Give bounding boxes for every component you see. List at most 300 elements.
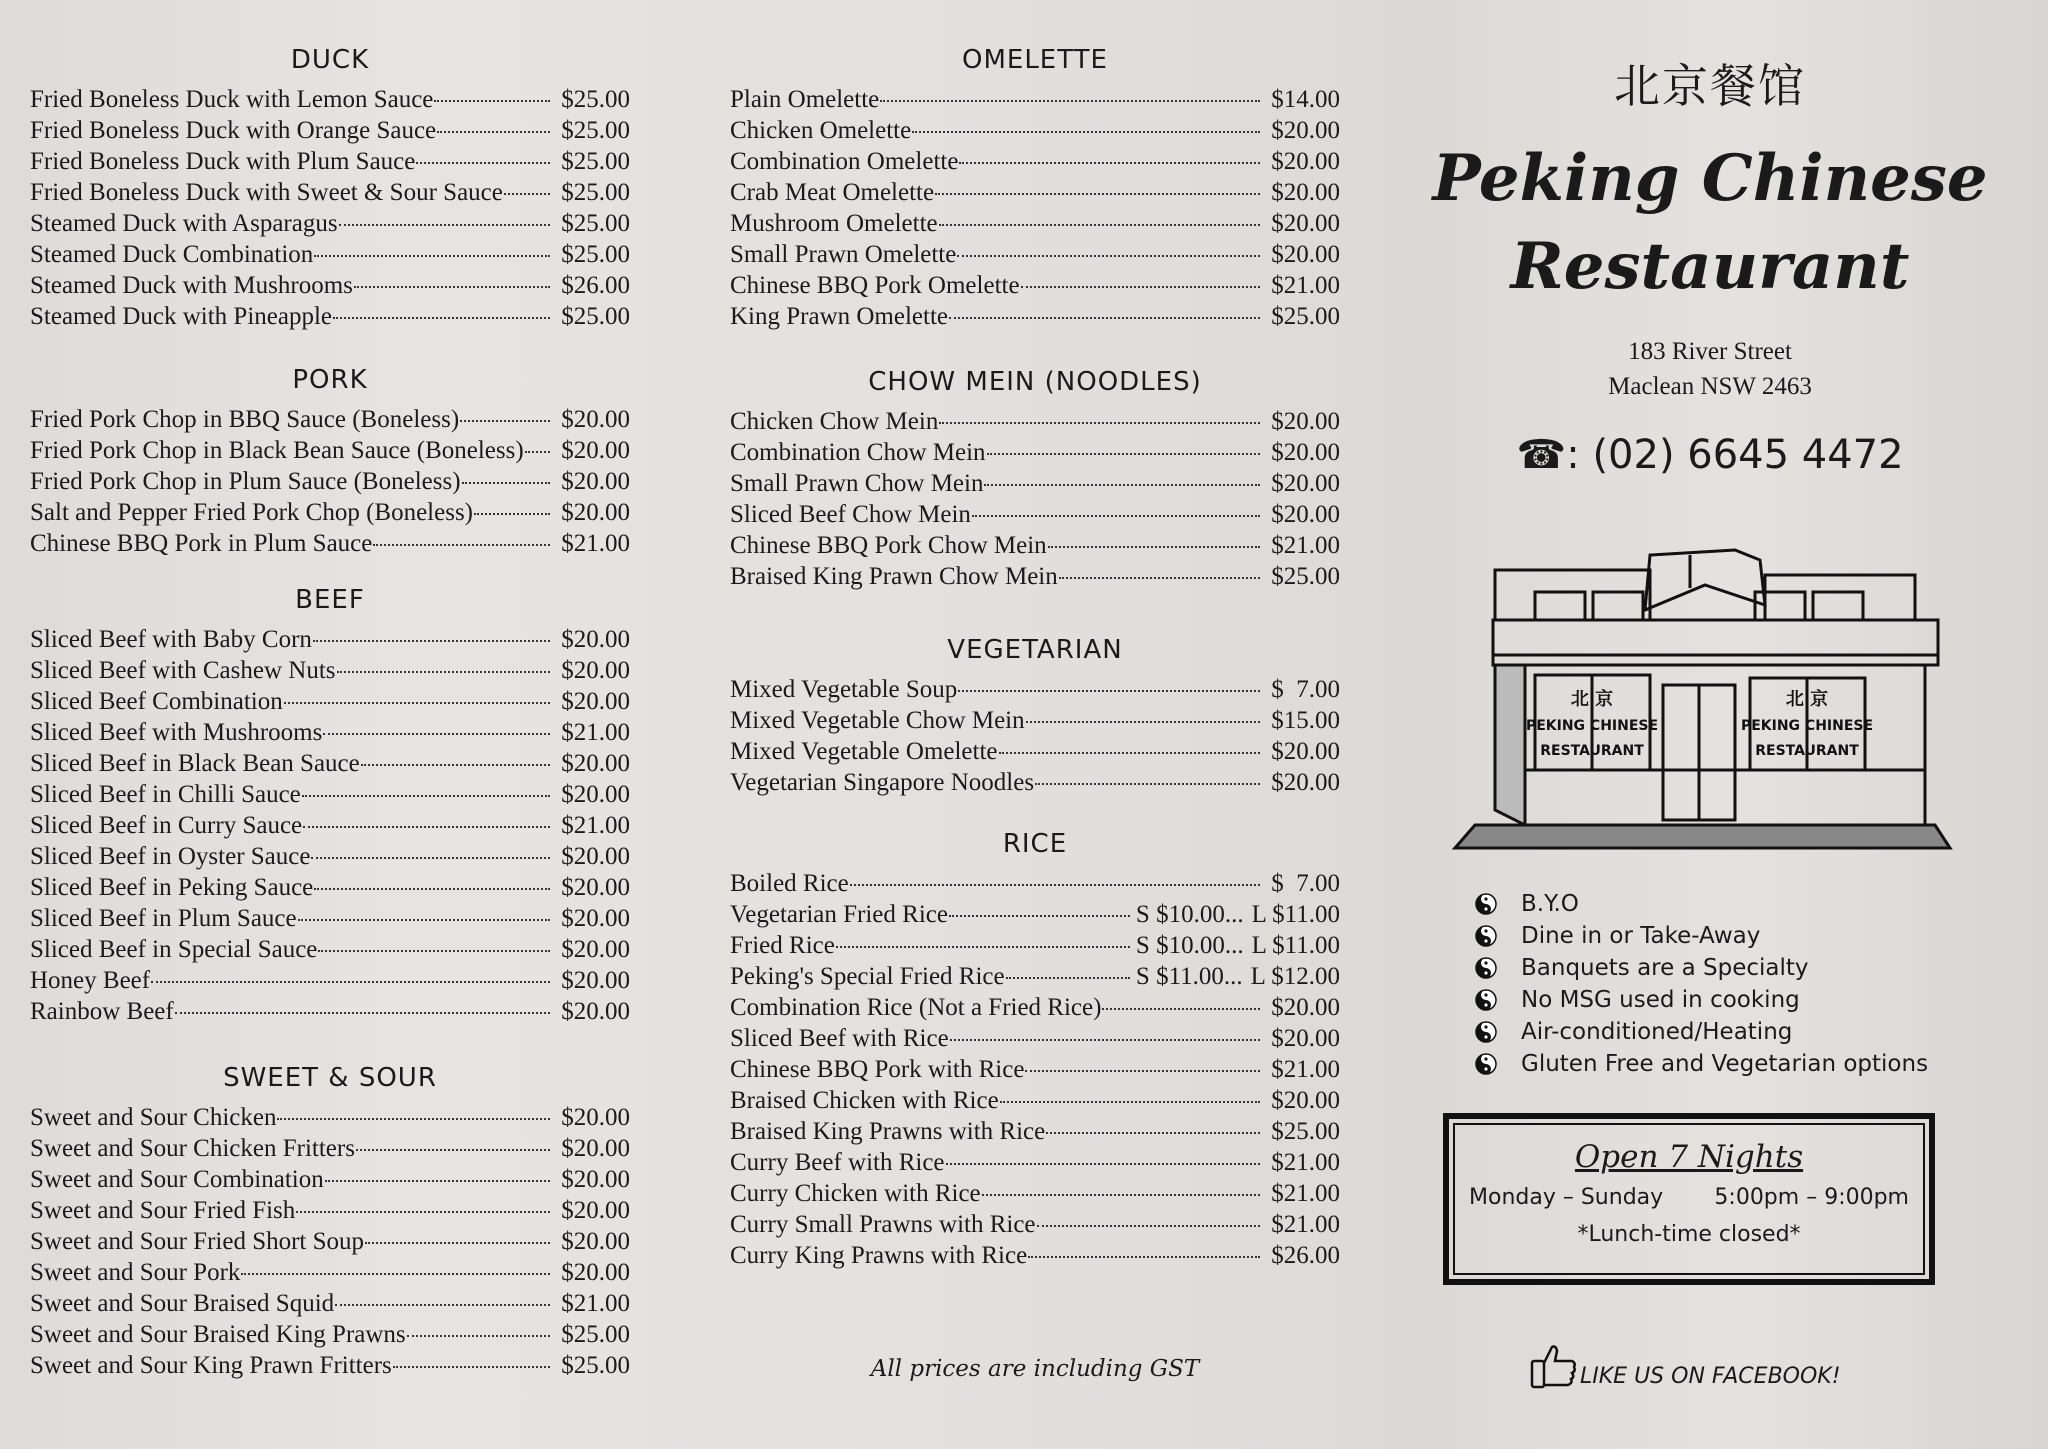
- dot-leader: [999, 752, 1260, 754]
- dot-leader: [333, 317, 550, 319]
- dot-leader: [313, 640, 550, 642]
- item-name: Chinese BBQ Pork with Rice: [730, 1056, 1025, 1083]
- section-duck: [30, 42, 630, 332]
- menu-item: [30, 1257, 630, 1288]
- dot-leader: [298, 919, 550, 921]
- item-name: Combination Omelette: [730, 148, 959, 175]
- item-name: Chinese BBQ Pork Chow Mein: [730, 532, 1047, 559]
- item-price: $20.00: [561, 998, 630, 1025]
- menu-item: [730, 530, 1340, 561]
- item-price: $20.00: [1271, 117, 1340, 144]
- dot-leader: [303, 826, 550, 828]
- item-name: King Prawn Omelette: [730, 303, 949, 330]
- menu-item: [730, 899, 1340, 930]
- dot-leader: [1028, 1256, 1260, 1258]
- item-price: $20.00: [1271, 1087, 1340, 1114]
- yin-yang-icon: [1475, 989, 1497, 1011]
- feature-item: [1475, 952, 1928, 984]
- facebook-link[interactable]: [1530, 1343, 1841, 1389]
- dot-leader: [365, 1242, 550, 1244]
- dot-leader: [284, 702, 550, 704]
- item-name: Fried Rice: [730, 932, 835, 959]
- menu-item: [730, 1209, 1340, 1240]
- item-name: Braised Chicken with Rice: [730, 1087, 999, 1114]
- dot-leader: [1035, 783, 1260, 785]
- item-small-price: S $10.00...: [1135, 932, 1244, 959]
- menu-item: [30, 301, 630, 332]
- item-name: Sliced Beef Combination: [30, 688, 283, 715]
- item-name: Sliced Beef with Rice: [730, 1025, 949, 1052]
- item-price: $21.00: [1271, 272, 1340, 299]
- item-price: $20.00: [1271, 210, 1340, 237]
- dot-leader: [314, 888, 550, 890]
- address-line-2: Maclean NSW 2463: [1608, 373, 1812, 400]
- menu-item: [30, 655, 630, 686]
- menu-item: [730, 499, 1340, 530]
- dot-leader: [950, 1039, 1260, 1041]
- dot-leader: [393, 1366, 550, 1368]
- item-price: $20.00: [1271, 408, 1340, 435]
- menu-item: [30, 686, 630, 717]
- yin-yang-icon: [1475, 893, 1497, 915]
- dot-leader: [335, 1304, 550, 1306]
- item-name: Fried Boneless Duck with Plum Sauce: [30, 148, 416, 175]
- item-name: Sliced Beef Chow Mein: [730, 501, 971, 528]
- menu-item: [730, 301, 1340, 332]
- item-price: $25.00: [1271, 1118, 1340, 1145]
- yin-yang-icon: [1475, 957, 1497, 979]
- item-price: $20.00: [561, 905, 630, 932]
- dot-leader: [1021, 286, 1260, 288]
- hours-times: 5:00pm – 9:00pm: [1714, 1185, 1909, 1210]
- item-price: $20.00: [561, 688, 630, 715]
- item-price: $25.00: [1271, 303, 1340, 330]
- feature-label: Gluten Free and Vegetarian options: [1521, 1051, 1929, 1077]
- item-name: Small Prawn Chow Mein: [730, 470, 984, 497]
- section-title: CHOW MEIN (NOODLES): [868, 367, 1202, 397]
- feature-item: [1475, 1016, 1928, 1048]
- item-small-price: S $10.00...: [1135, 901, 1244, 928]
- menu-item: [30, 779, 630, 810]
- yin-yang-icon: [1475, 1021, 1497, 1043]
- item-price: $20.00: [561, 437, 630, 464]
- menu-item: [730, 1147, 1340, 1178]
- item-price: $25.00: [561, 1352, 630, 1379]
- dot-leader: [437, 131, 550, 133]
- item-price: $20.00: [561, 1259, 630, 1286]
- item-price: $25.00: [561, 117, 630, 144]
- feature-label: B.Y.O: [1521, 891, 1579, 917]
- dot-leader: [277, 1118, 550, 1120]
- dot-leader: [1046, 1132, 1260, 1134]
- svg-text:北 京: 北 京: [1570, 689, 1614, 710]
- menu-item: [30, 497, 630, 528]
- item-name: Plain Omelette: [730, 86, 880, 113]
- section-title: PORK: [292, 365, 368, 395]
- hours-days: Monday – Sunday: [1469, 1185, 1664, 1210]
- dot-leader: [1102, 1008, 1260, 1010]
- menu-item: [30, 1164, 630, 1195]
- dot-leader: [175, 1012, 550, 1014]
- section-omelette: [730, 42, 1340, 332]
- section-sweet-sour: [30, 1060, 630, 1381]
- dot-leader: [982, 1194, 1260, 1196]
- item-price: $20.00: [1271, 470, 1340, 497]
- item-price: $20.00: [561, 406, 630, 433]
- item-price: $20.00: [561, 967, 630, 994]
- menu-item: [30, 872, 630, 903]
- dot-leader: [525, 451, 550, 453]
- item-price: $20.00: [1271, 1025, 1340, 1052]
- menu-item: [730, 1085, 1340, 1116]
- menu-item: [730, 561, 1340, 592]
- dot-leader: [939, 422, 1260, 424]
- dot-leader: [880, 100, 1260, 102]
- item-name: Sweet and Sour Braised Squid: [30, 1290, 335, 1317]
- item-name: Curry Chicken with Rice: [730, 1180, 981, 1207]
- item-price: $21.00: [1271, 1149, 1340, 1176]
- section-title: SWEET & SOUR: [223, 1063, 437, 1093]
- menu-item: [730, 270, 1340, 301]
- svg-text:北 京: 北 京: [1785, 689, 1829, 710]
- item-name: Crab Meat Omelette: [730, 179, 935, 206]
- item-price: $20.00: [1271, 179, 1340, 206]
- item-price: $25.00: [561, 86, 630, 113]
- item-name: Chicken Omelette: [730, 117, 912, 144]
- section-title: BEEF: [295, 585, 365, 615]
- dot-leader: [836, 946, 1130, 948]
- menu-item: [30, 84, 630, 115]
- item-price: $25.00: [561, 1321, 630, 1348]
- menu-item: [30, 996, 630, 1027]
- item-name: Steamed Duck with Asparagus: [30, 210, 338, 237]
- menu-item: [30, 435, 630, 466]
- item-name: Sliced Beef with Baby Corn: [30, 626, 312, 653]
- thumbs-up-icon: [1530, 1343, 1578, 1389]
- menu-item: [730, 674, 1340, 705]
- hours-note: *Lunch-time closed*: [1577, 1222, 1801, 1247]
- item-name: Sweet and Sour Chicken Fritters: [30, 1135, 355, 1162]
- item-price: L $11.00: [1251, 901, 1340, 928]
- menu-item: [30, 404, 630, 435]
- item-price: $20.00: [1271, 994, 1340, 1021]
- item-name: Fried Pork Chop in Plum Sauce (Boneless): [30, 468, 461, 495]
- menu-item: [30, 466, 630, 497]
- section-rice: [730, 826, 1340, 1271]
- dot-leader: [949, 915, 1130, 917]
- item-name: Honey Beef: [30, 967, 151, 994]
- item-name: Sliced Beef in Curry Sauce: [30, 812, 303, 839]
- menu-item: [730, 1116, 1340, 1147]
- item-price: $20.00: [561, 626, 630, 653]
- feature-label: Banquets are a Specialty: [1521, 955, 1809, 981]
- item-name: Chicken Chow Mein: [730, 408, 939, 435]
- item-price: $15.00: [1271, 707, 1340, 734]
- menu-item: [730, 115, 1340, 146]
- svg-text:PEKING CHINESE: PEKING CHINESE: [1740, 718, 1874, 734]
- item-name: Boiled Rice: [730, 870, 849, 897]
- dot-leader: [1059, 577, 1260, 579]
- item-name: Salt and Pepper Fried Pork Chop (Boneless): [30, 499, 474, 526]
- item-name: Fried Pork Chop in Black Bean Sauce (Boneless): [30, 437, 524, 464]
- item-name: Sweet and Sour Braised King Prawns: [30, 1321, 406, 1348]
- item-name: Sliced Beef in Chilli Sauce: [30, 781, 301, 808]
- item-name: Fried Boneless Duck with Lemon Sauce: [30, 86, 434, 113]
- item-price: $20.00: [561, 750, 630, 777]
- item-name: Rainbow Beef: [30, 998, 174, 1025]
- menu-item: [730, 930, 1340, 961]
- dot-leader: [946, 1163, 1260, 1165]
- facebook-label: LIKE US ON FACEBOOK!: [1580, 1364, 1841, 1389]
- feature-label: No MSG used in cooking: [1521, 987, 1800, 1013]
- dot-leader: [958, 690, 1260, 692]
- feature-label: Dine in or Take-Away: [1521, 923, 1761, 949]
- menu-item: [730, 736, 1340, 767]
- item-price: $20.00: [1271, 769, 1340, 796]
- item-price: $ 7.00: [1271, 676, 1340, 703]
- dot-leader: [1000, 1101, 1260, 1103]
- item-name: Fried Boneless Duck with Sweet & Sour Sauce: [30, 179, 503, 206]
- menu-item: [730, 767, 1340, 798]
- item-name: Braised King Prawns with Rice: [730, 1118, 1046, 1145]
- dot-leader: [984, 484, 1260, 486]
- dot-leader: [1025, 1070, 1260, 1072]
- dot-leader: [296, 1211, 550, 1213]
- item-name: Combination Chow Mein: [730, 439, 986, 466]
- dot-leader: [416, 162, 550, 164]
- item-price: $ 7.00: [1271, 870, 1340, 897]
- item-price: $26.00: [1271, 1242, 1340, 1269]
- dot-leader: [1048, 546, 1260, 548]
- item-price: $25.00: [1271, 563, 1340, 590]
- item-price: $20.00: [1271, 738, 1340, 765]
- item-name: Fried Boneless Duck with Orange Sauce: [30, 117, 437, 144]
- dot-leader: [504, 193, 550, 195]
- item-price: $20.00: [561, 1166, 630, 1193]
- menu-item: [730, 208, 1340, 239]
- hours-row: [1449, 1185, 1929, 1210]
- item-name: Curry King Prawns with Rice: [730, 1242, 1028, 1269]
- dot-leader: [311, 857, 550, 859]
- item-price: $25.00: [561, 179, 630, 206]
- item-price: $20.00: [561, 781, 630, 808]
- item-name: Braised King Prawn Chow Mein: [730, 563, 1058, 590]
- menu-item: [30, 208, 630, 239]
- dot-leader: [339, 224, 550, 226]
- item-price: $20.00: [561, 1104, 630, 1131]
- section-title: DUCK: [290, 45, 370, 75]
- item-name: Sliced Beef with Mushrooms: [30, 719, 323, 746]
- item-name: Chinese BBQ Pork Omelette: [730, 272, 1020, 299]
- menu-item: [30, 903, 630, 934]
- phone-number[interactable]: ☎: (02) 6645 4472: [1516, 432, 1904, 478]
- dot-leader: [850, 884, 1260, 886]
- gst-note: All prices are including GST: [870, 1356, 1200, 1382]
- item-name: Combination Rice (Not a Fried Rice): [730, 994, 1102, 1021]
- feature-item: [1475, 984, 1928, 1016]
- svg-text:RESTAURANT: RESTAURANT: [1755, 743, 1859, 759]
- dot-leader: [373, 544, 550, 546]
- section-beef: [30, 582, 630, 1027]
- menu-item: [30, 965, 630, 996]
- menu-item: [730, 1178, 1340, 1209]
- item-price: $25.00: [561, 148, 630, 175]
- item-price: $21.00: [561, 1290, 630, 1317]
- item-name: Mushroom Omelette: [730, 210, 938, 237]
- title-line-2: Restaurant: [1510, 229, 1910, 304]
- dot-leader: [323, 733, 550, 735]
- dot-leader: [361, 764, 550, 766]
- item-price: $21.00: [1271, 1056, 1340, 1083]
- menu-item: [30, 624, 630, 655]
- item-name: Curry Small Prawns with Rice: [730, 1211, 1036, 1238]
- dot-leader: [151, 981, 550, 983]
- dot-leader: [949, 317, 1260, 319]
- menu-item: [30, 1288, 630, 1319]
- item-name: Sweet and Sour King Prawn Fritters: [30, 1352, 392, 1379]
- item-price: $20.00: [561, 874, 630, 901]
- menu-item: [730, 1240, 1340, 1271]
- features-list: [1475, 888, 1928, 1080]
- item-name: Sweet and Sour Fried Fish: [30, 1197, 296, 1224]
- item-price: $21.00: [1271, 532, 1340, 559]
- item-name: Peking's Special Fried Rice: [730, 963, 1005, 990]
- item-name: Steamed Duck with Pineapple: [30, 303, 333, 330]
- section-pork: [30, 362, 630, 559]
- item-price: $25.00: [561, 303, 630, 330]
- yin-yang-icon: [1475, 1053, 1497, 1075]
- dot-leader: [972, 515, 1260, 517]
- item-price: $20.00: [1271, 148, 1340, 175]
- menu-item: [730, 961, 1340, 992]
- menu-item: [30, 239, 630, 270]
- item-name: Vegetarian Fried Rice: [730, 901, 948, 928]
- dot-leader: [241, 1273, 550, 1275]
- dot-leader: [957, 255, 1260, 257]
- item-price: $20.00: [561, 657, 630, 684]
- menu-item: [30, 717, 630, 748]
- item-price: $20.00: [1271, 241, 1340, 268]
- dot-leader: [959, 162, 1260, 164]
- item-price: $26.00: [561, 272, 630, 299]
- item-name: Vegetarian Singapore Noodles: [730, 769, 1035, 796]
- chinese-name: 北京餐馆: [1614, 59, 1806, 113]
- item-price: $20.00: [1271, 439, 1340, 466]
- item-name: Sweet and Sour Pork: [30, 1259, 241, 1286]
- item-price: $20.00: [561, 1197, 630, 1224]
- item-name: Mixed Vegetable Chow Mein: [730, 707, 1025, 734]
- item-name: Steamed Duck Combination: [30, 241, 314, 268]
- title-line-1: Peking Chinese: [1432, 141, 1988, 216]
- item-price: L $12.00: [1250, 963, 1340, 990]
- item-name: Sliced Beef in Oyster Sauce: [30, 843, 311, 870]
- item-name: Mixed Vegetable Omelette: [730, 738, 998, 765]
- feature-label: Air-conditioned/Heating: [1521, 1019, 1793, 1045]
- item-name: Sliced Beef in Black Bean Sauce: [30, 750, 360, 777]
- item-name: Sweet and Sour Chicken: [30, 1104, 277, 1131]
- menu-item: [30, 1350, 630, 1381]
- dot-leader: [314, 255, 550, 257]
- item-price: $20.00: [561, 1135, 630, 1162]
- menu-item: [730, 84, 1340, 115]
- item-price: $21.00: [1271, 1180, 1340, 1207]
- svg-text:PEKING CHINESE: PEKING CHINESE: [1525, 718, 1659, 734]
- section-chow-mein: [730, 364, 1340, 592]
- item-name: Sweet and Sour Combination: [30, 1166, 324, 1193]
- item-price: $20.00: [561, 1228, 630, 1255]
- dot-leader: [318, 950, 550, 952]
- dot-leader: [462, 482, 550, 484]
- menu-item: [730, 705, 1340, 736]
- item-name: Sweet and Sour Fried Short Soup: [30, 1228, 365, 1255]
- item-price: $20.00: [561, 499, 630, 526]
- menu-item: [730, 868, 1340, 899]
- item-price: $14.00: [1271, 86, 1340, 113]
- item-name: Small Prawn Omelette: [730, 241, 957, 268]
- building-icon: [1435, 530, 1975, 850]
- menu-item: [30, 177, 630, 208]
- dot-leader: [407, 1335, 550, 1337]
- item-price: $20.00: [1271, 501, 1340, 528]
- dot-leader: [460, 420, 550, 422]
- item-name: Steamed Duck with Mushrooms: [30, 272, 353, 299]
- item-price: $25.00: [561, 241, 630, 268]
- menu-item: [730, 992, 1340, 1023]
- dot-leader: [302, 795, 550, 797]
- section-vegetarian: [730, 632, 1340, 798]
- dot-leader: [935, 193, 1260, 195]
- menu-item: [30, 934, 630, 965]
- item-price: $21.00: [561, 812, 630, 839]
- feature-item: [1475, 888, 1928, 920]
- address-line-1: 183 River Street: [1628, 338, 1792, 365]
- dot-leader: [356, 1149, 550, 1151]
- menu-item: [730, 406, 1340, 437]
- menu-item: [730, 146, 1340, 177]
- item-price: $20.00: [561, 843, 630, 870]
- item-price: $25.00: [561, 210, 630, 237]
- item-price: $21.00: [561, 719, 630, 746]
- dot-leader: [939, 224, 1260, 226]
- menu-item: [30, 1102, 630, 1133]
- restaurant-building-illustration: [1435, 530, 1975, 850]
- item-price: L $11.00: [1251, 932, 1340, 959]
- dot-leader: [1037, 1225, 1260, 1227]
- menu-item: [730, 437, 1340, 468]
- item-small-price: S $11.00...: [1135, 963, 1243, 990]
- menu-item: [30, 1319, 630, 1350]
- item-name: Mixed Vegetable Soup: [730, 676, 958, 703]
- menu-item: [30, 810, 630, 841]
- item-price: $20.00: [561, 468, 630, 495]
- hours-title: Open 7 Nights: [1574, 1139, 1804, 1175]
- feature-item: [1475, 920, 1928, 952]
- feature-item: [1475, 1048, 1928, 1080]
- item-name: Sliced Beef in Peking Sauce: [30, 874, 314, 901]
- menu-item: [30, 115, 630, 146]
- menu-item: [30, 748, 630, 779]
- item-price: $21.00: [561, 530, 630, 557]
- yin-yang-icon: [1475, 925, 1497, 947]
- menu-item: [730, 1023, 1340, 1054]
- address: [1420, 334, 2000, 404]
- opening-hours-box: [1443, 1113, 1935, 1285]
- dot-leader: [1006, 977, 1130, 979]
- item-name: Sliced Beef with Cashew Nuts: [30, 657, 336, 684]
- item-price: $21.00: [1271, 1211, 1340, 1238]
- section-title: OMELETTE: [962, 45, 1108, 75]
- menu-item: [730, 1054, 1340, 1085]
